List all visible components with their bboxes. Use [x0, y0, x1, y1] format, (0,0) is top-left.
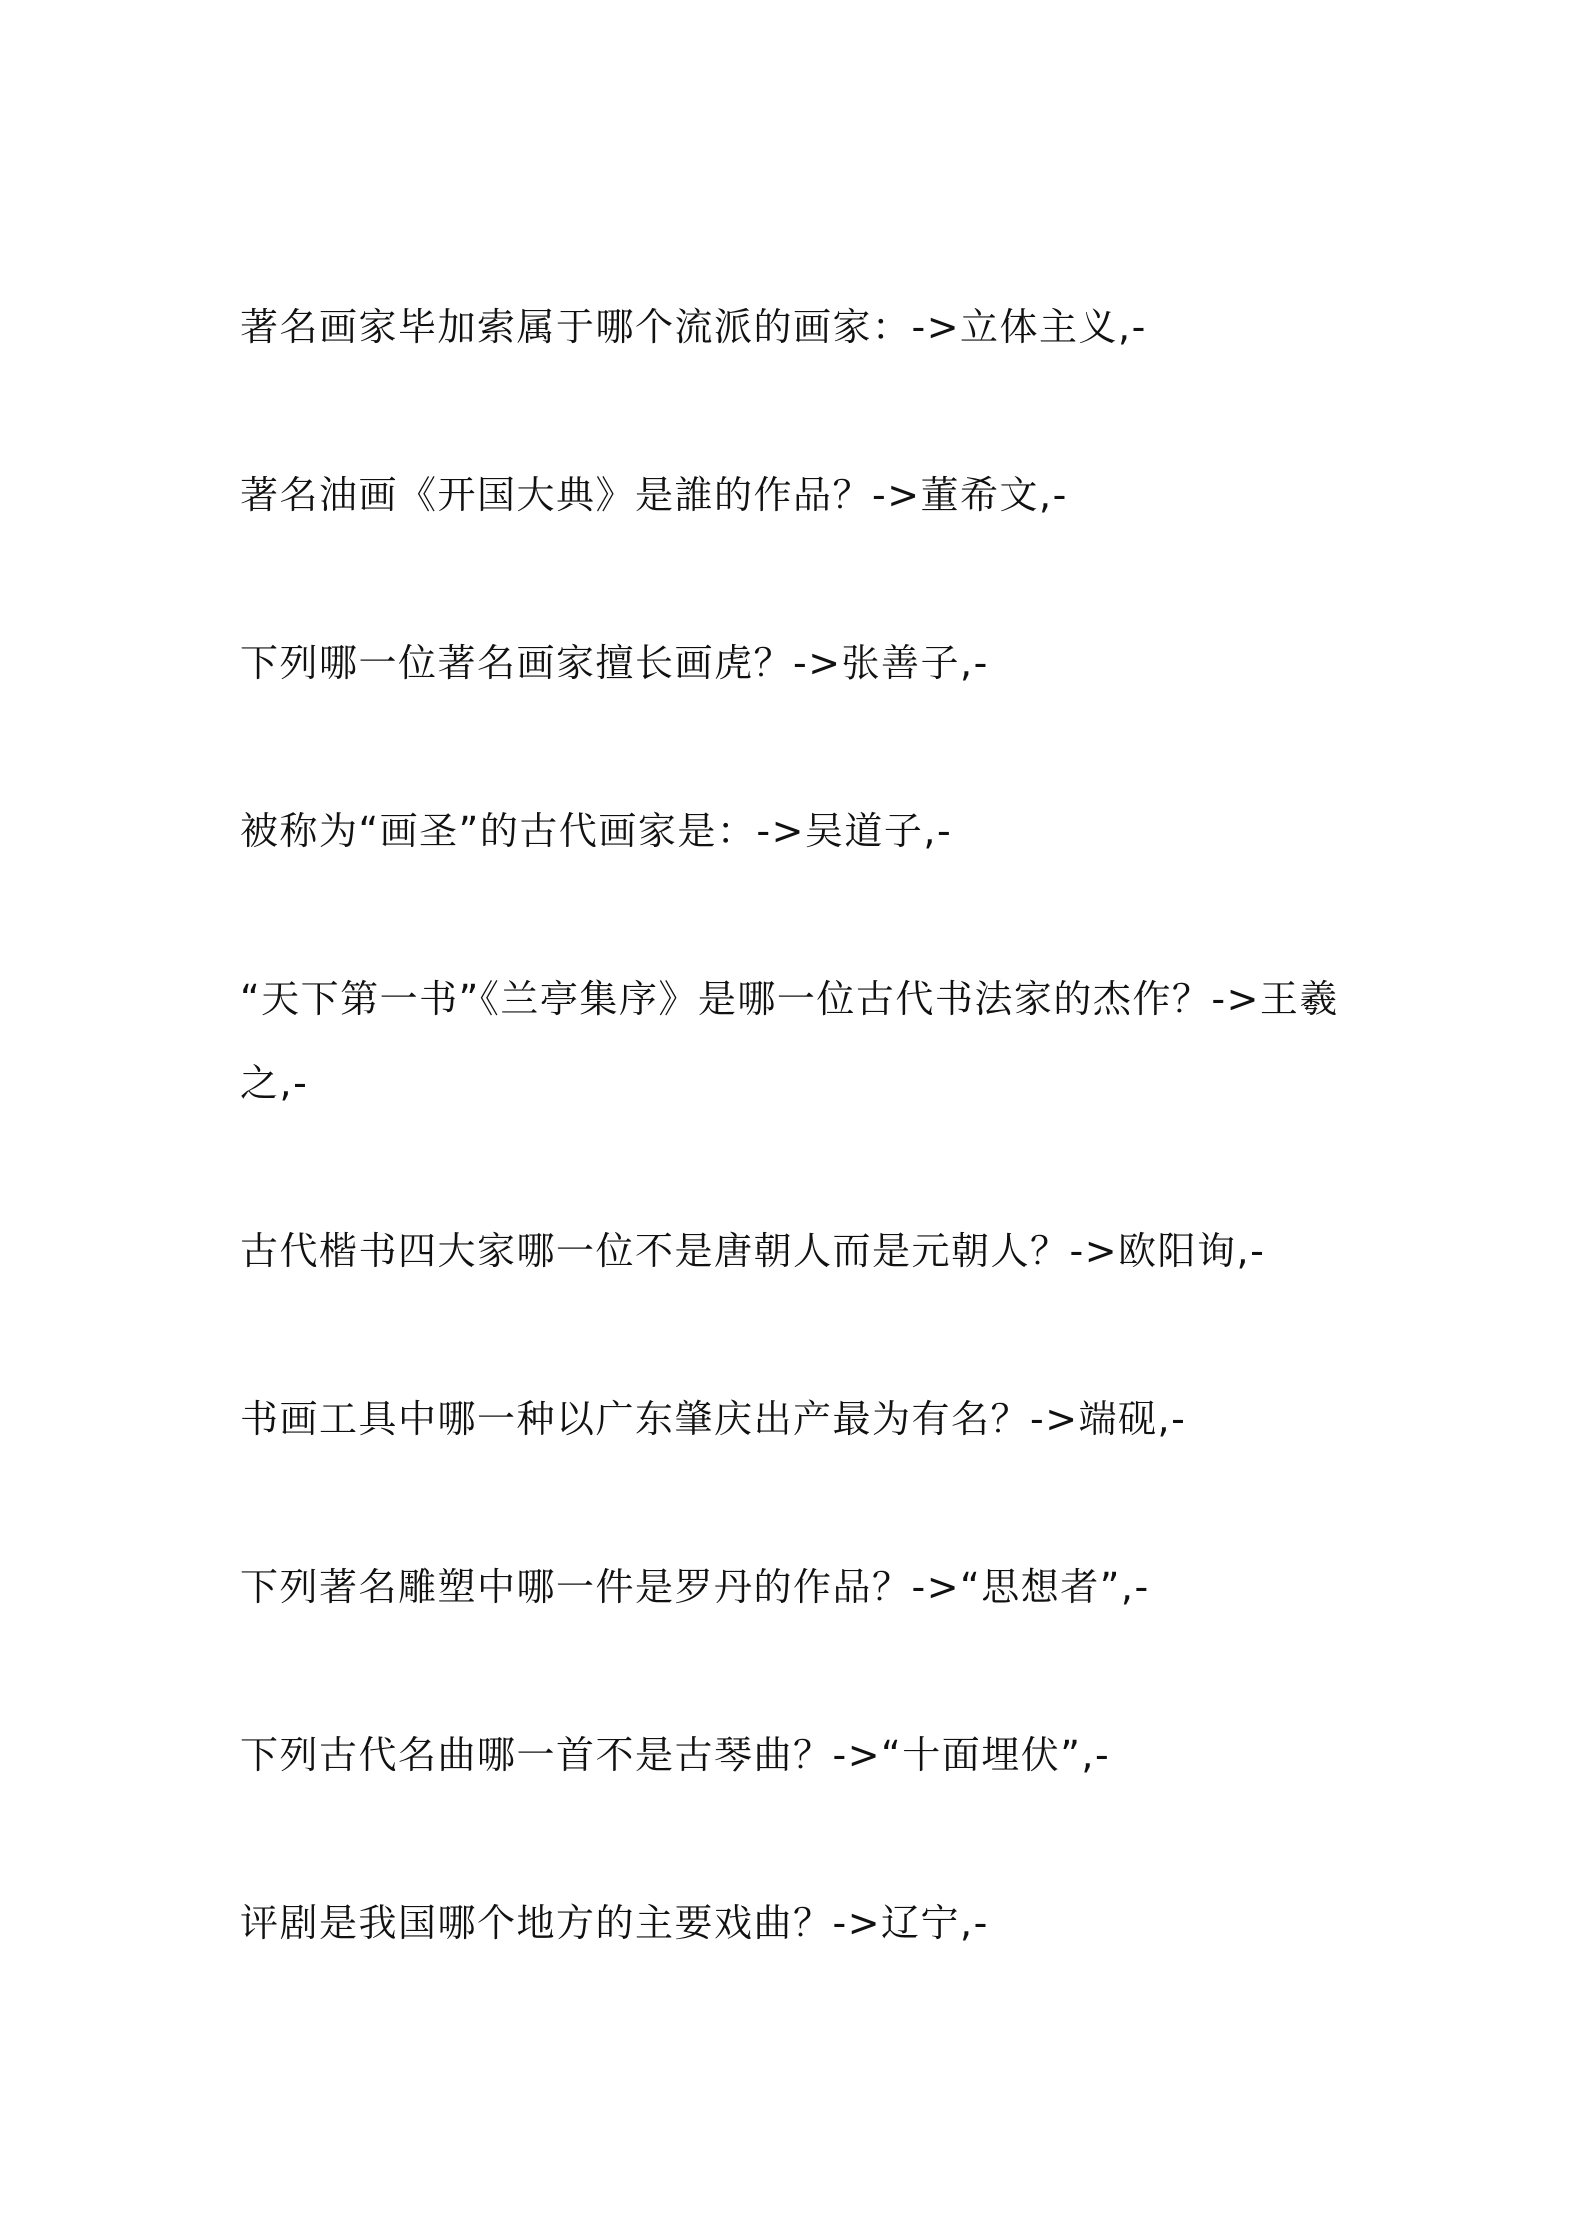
qa-list — [240, 285, 1360, 2049]
qa-item-painting-sage: 被称为“画圣”的古代画家是：->吴道子,- — [240, 809, 953, 853]
qa-item-guqin-music: 下列古代名曲哪一首不是古琴曲？->“十面埋伏”,- — [240, 1733, 1111, 1777]
qa-item-lanting-preface: “天下第一书”《兰亭集序》是哪一位古代书法家的杰作？->王羲之,- — [240, 977, 1339, 1105]
qa-item-painting-tools: 书画工具中哪一种以广东肇庆出产最为有名？->端砚,- — [240, 1397, 1187, 1441]
qa-item-founding-ceremony: 著名油画《开国大典》是誰的作品？->董希文,- — [240, 473, 1068, 517]
qa-item-picasso: 著名画家毕加索属于哪个流派的画家：->立体主义,- — [240, 305, 1147, 349]
qa-item-regular-script-masters: 古代楷书四大家哪一位不是唐朝人而是元朝人？->欧阳询,- — [240, 1229, 1266, 1273]
qa-item-tiger-painter: 下列哪一位著名画家擅长画虎？->张善子,- — [240, 641, 989, 685]
qa-item-rodin-sculpture: 下列著名雕塑中哪一件是罗丹的作品？->“思想者”,- — [240, 1565, 1150, 1609]
qa-item-pingju-opera: 评剧是我国哪个地方的主要戏曲？->辽宁,- — [240, 1901, 989, 1945]
